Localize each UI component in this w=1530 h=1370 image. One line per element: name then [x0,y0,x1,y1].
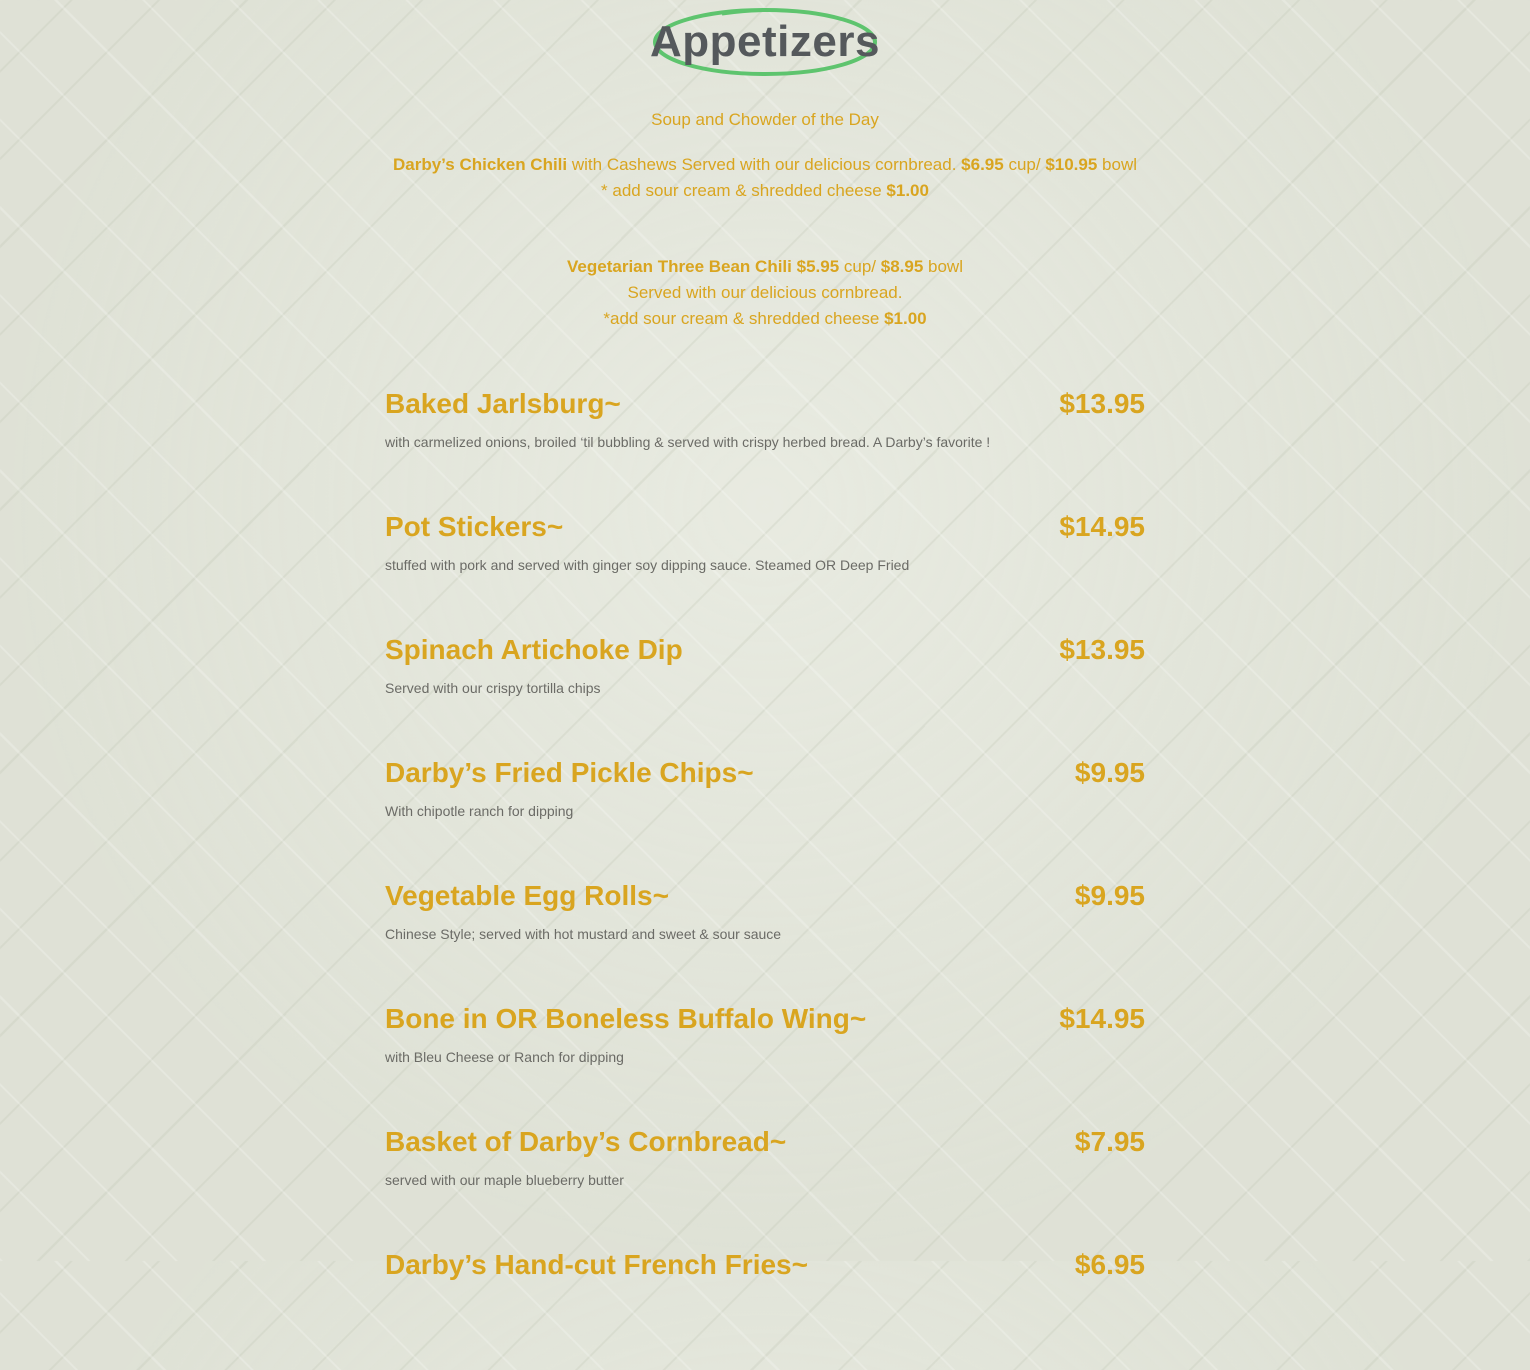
menu-item [385,632,1145,755]
item-price: $13.95 [1059,388,1145,419]
chicken-chili-name: Darby’s Chicken Chili [392,155,568,174]
item-description: With chipotle ranch for dipping [385,803,574,819]
item-name: Spinach Artichoke Dip [385,634,683,665]
section-header [385,0,1145,82]
veg-chili-cup-label: cup/ [839,257,881,276]
menu-item [385,755,1145,878]
chicken-chili-addon-text: * add sour cream & shredded cheese [601,181,887,200]
veg-chili-desc: Served with our delicious cornbread. [627,283,903,302]
veg-chili-name: Vegetarian Three Bean Chili [567,257,792,276]
appetizer-list [385,386,1145,1370]
chicken-chili-line [315,152,1215,178]
veg-chili-addon [315,306,1215,332]
item-price: $14.95 [1059,511,1145,542]
veg-chili-bowl-label: bowl [923,257,963,276]
chicken-chili-bowl-price: $10.95 [1045,155,1098,174]
menu-item [385,1124,1145,1247]
item-price: $7.95 [1074,1126,1145,1157]
chicken-chili-addon [315,178,1215,204]
veg-chili-addon-price: $1.00 [884,309,927,328]
item-name: Vegetable Egg Rolls~ [385,880,669,911]
item-name: Darby’s Fried Pickle Chips~ [385,757,754,788]
section-title: Appetizers [650,17,880,66]
item-price: $6.95 [1074,1249,1145,1280]
chicken-chili-cup-price: $6.95 [961,155,1004,174]
soup-of-the-day [315,107,1215,133]
item-name: Basket of Darby’s Cornbread~ [385,1126,787,1157]
chicken-chili-addon-price: $1.00 [886,181,929,200]
menu-item [385,509,1145,632]
menu-page [385,0,1145,1370]
item-description: Served with our crispy tortilla chips [385,680,601,696]
item-description: served with our maple blueberry butter [385,1172,624,1188]
item-description: stuffed with pork and served with ginger soy dipping sauce. Steamed OR Deep Fried [385,557,910,573]
item-price: $9.95 [1074,880,1145,911]
item-description: Chinese Style; served with hot mustard and sweet & sour sauce [385,926,782,942]
menu-item [385,1247,1145,1370]
soup-heading: Soup and Chowder of the Day [651,110,879,129]
veg-chili-bowl-price: $8.95 [880,257,924,276]
item-description: with carmelized onions, broiled ‘til bubbling & served with crispy herbed bread. A Darby’s favorite ! [385,434,991,450]
veg-chili-cup-price: $5.95 [796,257,840,276]
item-name: Baked Jarlsburg~ [385,388,621,419]
veg-chili-block [315,254,1215,332]
chicken-chili-block [315,152,1215,204]
veg-chili-addon-text: *add sour cream & shredded cheese [603,309,885,328]
item-price: $13.95 [1059,634,1145,665]
chicken-chili-desc: with Cashews Served with our delicious cornbread. [567,155,962,174]
chicken-chili-bowl-label: bowl [1097,155,1137,174]
menu-item [385,386,1145,509]
item-price: $14.95 [1059,1003,1145,1034]
veg-chili-line [315,254,1215,280]
item-name: Darby’s Hand-cut French Fries~ [385,1249,808,1280]
chicken-chili-cup-label: cup/ [1003,155,1046,174]
item-description: with Bleu Cheese or Ranch for dipping [385,1049,624,1065]
menu-item [385,1001,1145,1124]
menu-item [385,878,1145,1001]
item-price: $9.95 [1074,757,1145,788]
item-name: Pot Stickers~ [385,511,564,542]
item-name: Bone in OR Boneless Buffalo Wing~ [385,1003,867,1034]
